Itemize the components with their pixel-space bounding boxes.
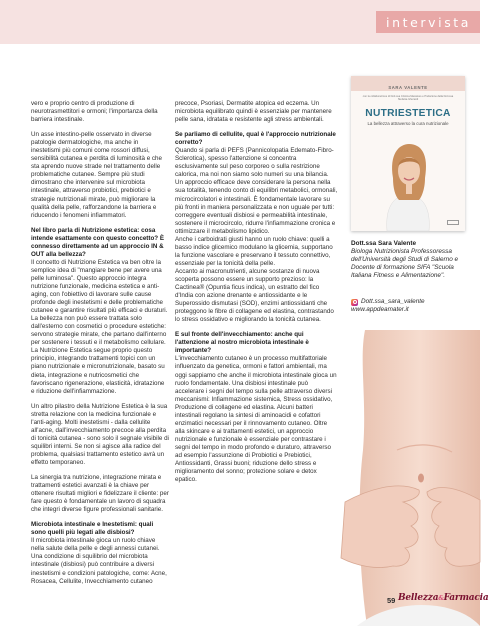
paragraph: Un asse intestino-pelle osservato in diverse patologie dermatologiche, ma anche in inestetismi più comuni come rossori diffusi, sensibilità cutanea e perdita di luminosità e che sta aprendo nuove strade nel trattamento delle problematiche cutanee. Sempre più studi dimostrano che intervenire sul microbiota intestinale, attraverso probiotici, prebiotici e strategie nutrizionali mirate, può migliorare la qualità della pelle, rafforzandone la barriera e riducendo i fenomeni infiammatori. bbox=[31, 131, 162, 219]
question-heading: Nel libro parla di Nutrizione estetica: cosa intende esattamente con questo concetto? È connesso direttamente ad un approccio IN & OUT alla bellezza? bbox=[31, 226, 165, 258]
instagram-row[interactable] bbox=[351, 298, 475, 306]
author-name: Dott.ssa Sara Valente bbox=[351, 240, 417, 247]
section-label: intervista bbox=[386, 14, 472, 30]
column-middle bbox=[175, 100, 338, 491]
paragraph: Un altro pilastro della Nutrizione Estetica è la sua stretta relazione con la medicina funzionale e l'anti-aging. Molti inestetismi - dalla cellulite all'acne, dall'invecchiamento precoce alla perdita di tonicità cutanea - sono solo il segnale visibile di squilibri interni. Se non si agisce alla radice del problema, qualsiasi trattamento estetico avrà un effetto temporaneo. bbox=[31, 402, 169, 466]
brand-left: Bellezza bbox=[398, 593, 439, 603]
paragraph: L'invecchiamento cutaneo è un processo multifattoriale influenzato da genetica, ormoni e fattori ambientali, ma oggi sappiamo che anche il microbiota intestinale gioca un ruolo fondamentale. Una disbiosi intestinale può accelerare i segni del tempo sulla pelle attraverso diversi meccanismi: Infiammazione sistemica, Stress ossidativo, Produzione di collagene ed elastina. Alcuni batteri intestinali regolano la sintesi di aminoacidi e cofattori enzimatici necessari per il rinnovamento cutaneo. Oltre alla skincare e ai trattamenti estetici, un approccio nutrizionale e funzionale è essenziale per contrastare i segni del tempo in modo profondo e duraturo, attraverso ad esempio l'assunzione di Probiotici e Prebiotici, Antiossidanti, Grassi buoni; riduzione dello stress e miglioramento del sonno; protezione solare e detox epatico. bbox=[175, 355, 337, 484]
author-role: Biologa Nutrizionista Professoressa dell'Università degli Studi di Salerno e Docente di formazione SIFA "Scuola Italiana Fitness e Alimentazione". bbox=[351, 248, 459, 279]
instagram-handle[interactable]: Dott.ssa_sara_valente bbox=[361, 298, 425, 305]
book-cover bbox=[351, 76, 465, 231]
paragraph: vero e proprio centro di produzione di neurotrasmettitori e ormoni; l'importanza della barriera intestinale. bbox=[31, 100, 158, 124]
brand-ampersand: & bbox=[438, 595, 444, 602]
book-title: NUTRIESTETICA bbox=[365, 108, 451, 119]
question-heading: Microbiota intestinale e Inestetismi: quali sono quelli più legati alle disbiosi? bbox=[31, 521, 154, 537]
column-left bbox=[31, 100, 169, 593]
paragraph: Quando si parla di PEFS (Pannicolopatia Edemato-Fibro-Sclerotica), spesso l'attenzione si concentra esclusivamente sul peso corporeo o sulla restrizione calorica, ma noi non siamo solo numeri su una bilancia. Un approccio efficace deve considerare la persona nella sua totalità, tenendo conto di equilibri metabolici, ormonali, microcircolatori e intestinali. È fondamentale lavorare su più fronti in maniera personalizzata e non uguale per tutti: correggere eventuali disbiosi e permeabilità intestinale, sostenere il microcircolo, ridurre l'infiammazione cronica e ottimizzare il metabolismo lipidico. bbox=[175, 147, 338, 235]
book-author: SARA VALENTE bbox=[388, 85, 428, 90]
question-heading: Se parliamo di cellulite, qual è l'approccio nutrizionale corretto? bbox=[175, 131, 336, 147]
instagram-icon bbox=[351, 299, 358, 306]
page-number: 59 bbox=[387, 596, 396, 605]
question-heading: E sul fronte dell'invecchiamento: anche qui l'attenzione al nostro microbiota intestinale è importante? bbox=[175, 331, 309, 355]
website-link[interactable]: www.appdeamater.it bbox=[351, 306, 409, 313]
belly-hands-photo bbox=[337, 330, 480, 626]
publisher-logo bbox=[447, 220, 459, 225]
brand-right: Farmacia bbox=[443, 593, 489, 603]
paragraph: Accanto ai macronutrienti, alcune sostanze di nuova scoperta possono essere un supporto prezioso: la Cactinea® (Opuntia ficus indica), un estratto del fico d'India con azione drenante e antiossidante e le Superossido dismutasi (SOD), enzimi antiossidanti che proteggono le fibre di collagene ed elastina, contrastando lo stress ossidativo e migliorando la tonicità cutanea. bbox=[175, 267, 334, 324]
author-contacts bbox=[351, 298, 475, 314]
paragraph: Il concetto di Nutrizione Estetica va ben oltre la semplice idea di "mangiare bene per avere una pelle luminosa". Questo approccio integra nutrizione funzionale, medicina estetica e anti-aging, con l'obiettivo di lavorare sulle cause profonde degli inestetismi e delle problematiche cutanee e garantire risultati più efficaci e duraturi. La bellezza non può essere trattata solo dall'esterno con cosmetici o procedure estetiche: servono strategie mirate, che partano dall'interno per sostenere i tessuti e il metabolismo cellulare. La Nutrizione Estetica segue proprio questo principio, integrando trattamenti topici con un piano nutrizionale e micronutrizionale, basato su dieta, integrazione e nutricosmetici che favoriscano rigenerazione, elasticità, idratazione e riduzione dell'infiammazione. bbox=[31, 258, 168, 395]
author-bio bbox=[351, 240, 475, 280]
author-portrait-image bbox=[373, 138, 443, 231]
paragraph: Anche i carboidrati giusti hanno un ruolo chiave: quelli a basso indice glicemico modulano la glicemia, supportano la funzione vascolare e preservano il tessuto connettivo, essenziale per la tonicità della pelle. bbox=[175, 235, 333, 267]
book-subtitle: La bellezza attraverso la cura nutrizionale bbox=[367, 121, 449, 126]
paragraph: precoce, Psoriasi, Dermatite atopica ed eczema. Un microbiota equilibrato quindi è essenziale per mantenere pelle sana, idratata e resistente agli stress ambientali. bbox=[175, 100, 332, 124]
book-credit: con la collaborazione di Dott.ssa Cristina Macaluso e Prefazione della Dott.ssa Stefania Gherardi bbox=[362, 95, 454, 102]
paragraph: La sinergia tra nutrizione, integrazione mirata e trattamenti estetici avanzati è la chiave per ottenere risultati migliori e fidelizzare il cliente: per fare questo è fondamentale un lavoro di squadra che integri diverse figure professionali sanitarie. bbox=[31, 474, 169, 514]
magazine-brand bbox=[398, 593, 489, 603]
section-tag bbox=[376, 11, 480, 33]
paragraph: Il microbiota intestinale gioca un ruolo chiave nella salute della pelle e degli annessi cutanei. Una condizione di squilibrio del microbiota intestinale (disbiosi) può contribuire a diversi inestetismi e condizioni patologiche, come: Acne, Rosacea, Cellulite, Invecchiamento cutaneo bbox=[31, 537, 167, 585]
